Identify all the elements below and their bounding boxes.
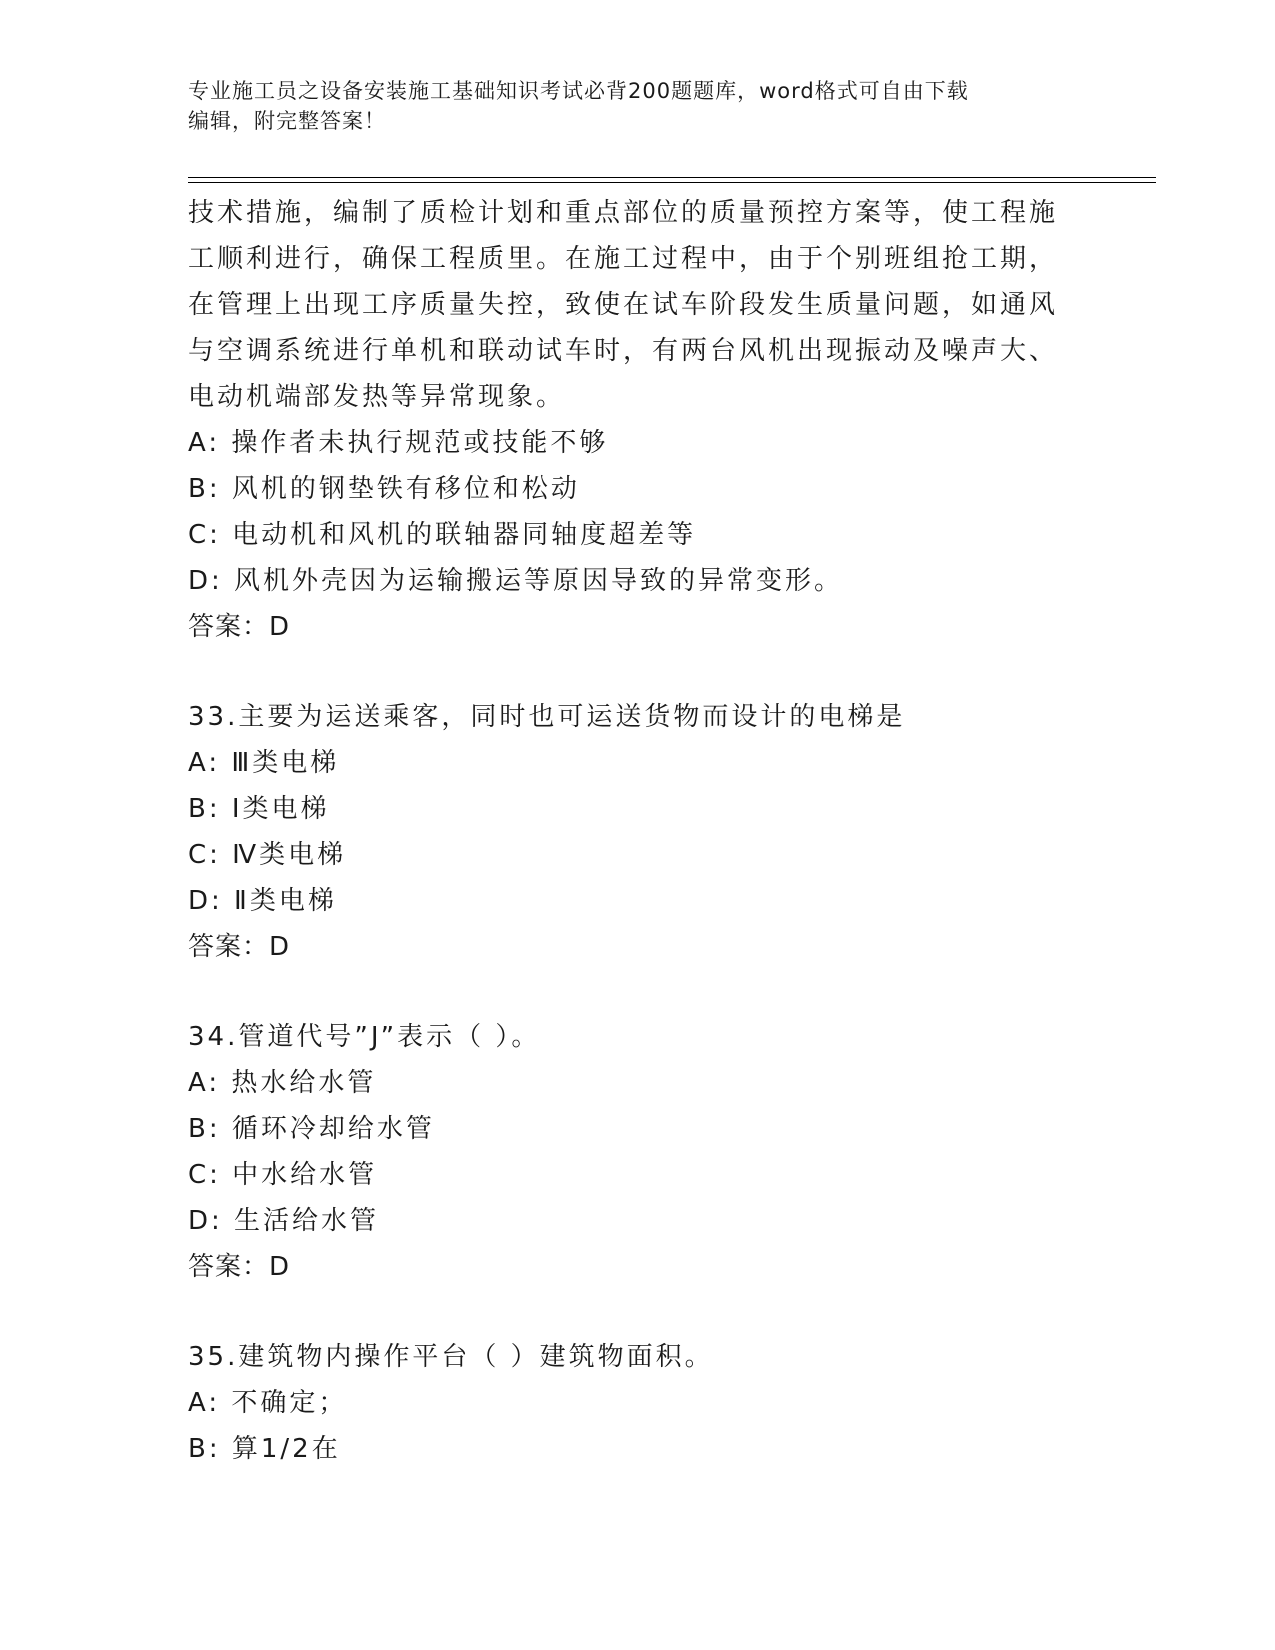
option-b: B: 算1/2在 [188,1434,341,1464]
option-a: A: 操作者未执行规范或技能不够 [188,428,609,458]
spacer [188,1290,1088,1334]
question-text-line: 工顺利进行，确保工程质里。在施工过程中，由于个别班组抢工期， [188,244,1059,274]
option-b: B: Ⅰ类电梯 [188,794,330,824]
document-body [188,190,1088,1472]
answer: 答案：D [188,1252,291,1282]
option-c: C: 中水给水管 [188,1160,378,1190]
answer: 答案：D [188,612,291,642]
question-text: 34.管道代号”J”表示（ ）。 [188,1022,541,1052]
header-divider-top [188,177,1156,178]
option-b: B: 风机的钢垫铁有移位和松动 [188,474,580,504]
question-35 [188,1334,1088,1472]
page-header [188,76,1068,136]
header-title-line-1: 专业施工员之设备安装施工基础知识考试必背200题题库，word格式可自由下载 [188,79,969,103]
option-c: C: 电动机和风机的联轴器同轴度超差等 [188,520,697,550]
spacer [188,650,1088,694]
option-d: D: Ⅱ类电梯 [188,886,337,916]
answer: 答案：D [188,932,291,962]
option-a: A: Ⅲ类电梯 [188,748,340,778]
question-34 [188,1014,1088,1290]
question-33 [188,694,1088,970]
option-d: D: 生活给水管 [188,1206,380,1236]
question-text-line: 与空调系统进行单机和联动试车时，有两台风机出现振动及噪声大、 [188,336,1059,366]
option-a: A: 热水给水管 [188,1068,377,1098]
option-d: D: 风机外壳因为运输搬运等原因导致的异常变形。 [188,566,844,596]
option-b: B: 循环冷却给水管 [188,1114,435,1144]
spacer [188,970,1088,1014]
question-text: 33.主要为运送乘客，同时也可运送货物而设计的电梯是 [188,702,906,732]
header-divider-bottom [188,182,1156,183]
header-title-line-2: 编辑，附完整答案！ [188,109,386,133]
option-c: C: Ⅳ类电梯 [188,840,347,870]
question-text-line: 电动机端部发热等异常现象。 [188,382,566,412]
question-text-line: 技术措施，编制了质检计划和重点部位的质量预控方案等，使工程施 [188,198,1059,228]
option-a: A: 不确定； [188,1388,348,1418]
question-text: 35.建筑物内操作平台（ ）建筑物面积。 [188,1342,714,1372]
question-text-line: 在管理上出现工序质量失控，致使在试车阶段发生质量问题，如通风 [188,290,1059,320]
question-32-continuation [188,190,1088,650]
